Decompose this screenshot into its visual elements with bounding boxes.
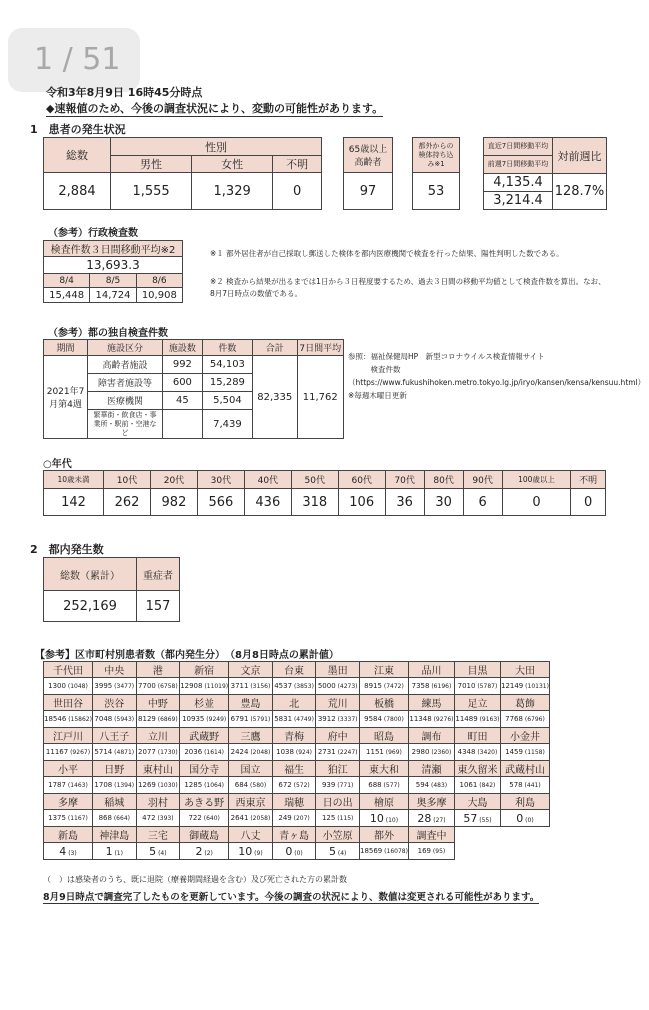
municipality-count: 3711 (3156): [229, 678, 273, 695]
total-header: 総数: [44, 138, 111, 173]
municipality-count: 594 (483): [408, 777, 454, 794]
municipality-name: 足立: [454, 695, 500, 711]
avg-prev-value: 3,214.4: [484, 192, 553, 210]
municipality-name: 大田: [500, 662, 549, 678]
municipality-count: 1708 (1394): [92, 777, 136, 794]
municipality-name: 調布: [408, 728, 454, 744]
report-datetime: 令和3年8月9日 16時45分時点: [46, 86, 203, 99]
unknown-value: 0: [273, 173, 322, 210]
municipality-count: 1300 (1048): [44, 678, 93, 695]
municipality-count: 10 (9): [229, 843, 273, 860]
test-count: 7,439: [202, 410, 252, 439]
municipality-count: 3912 (3337): [316, 711, 360, 728]
municipality-name: 稲城: [92, 794, 136, 810]
test-count: 15,289: [202, 374, 252, 392]
municipality-count: 1459 (1158): [500, 744, 549, 761]
severe-value: 157: [137, 591, 180, 622]
municipality-name: 八王子: [92, 728, 136, 744]
test-count: 5,504: [202, 392, 252, 410]
facility-count: [162, 410, 202, 439]
municipality-name: 奥多摩: [408, 794, 454, 810]
ratio-value: 128.7%: [553, 174, 607, 210]
municipality-count: 1269 (1030): [136, 777, 180, 794]
municipality-name: 文京: [229, 662, 273, 678]
municipality-count: 688 (577): [359, 777, 408, 794]
municipality-count: 1787 (1463): [44, 777, 93, 794]
age-value: 262: [104, 489, 151, 516]
municipality-count: 2980 (2360): [408, 744, 454, 761]
municipality-name: 江戸川: [44, 728, 93, 744]
age-value: 436: [244, 489, 291, 516]
footnote-2: ※２ 検査から結果が出るまでは1日から３日程度要するため、過去３日間の移動平均値として検査件数を算出。なお、8月7日時点の数値である。: [210, 277, 606, 298]
municipality-count: 722 (640): [180, 810, 229, 827]
municipality-name: 三宅: [136, 827, 180, 843]
municipality-count: 1061 (842): [454, 777, 500, 794]
female-value: 1,329: [192, 173, 273, 210]
municipality-count: 28 (27): [408, 810, 454, 827]
municipality-count: 7048 (5943): [92, 711, 136, 728]
female-header: 女性: [192, 156, 273, 173]
age-value: 982: [150, 489, 197, 516]
facility-count: 600: [162, 374, 202, 392]
municipality-count: 2 (2): [180, 843, 229, 860]
municipality-name: 都外: [359, 827, 408, 843]
avg7-value: 11,762: [297, 356, 343, 439]
facility-count-header: 施設数: [162, 340, 202, 356]
municipality-name: 江東: [359, 662, 408, 678]
age-label: 90代: [463, 471, 502, 489]
municipality-count: 578 (441): [500, 777, 549, 794]
age-table: [43, 470, 606, 516]
age-value: 0: [571, 489, 606, 516]
wards-note-1: （ ）は感染者のうち、既に退院（療養期間経過を含む）及び死亡された方の累計数: [43, 875, 347, 884]
municipality-name: 調査中: [408, 827, 454, 843]
avg-prev-header: 前週7日間移動平均: [484, 156, 553, 174]
municipality-count: 6791 (5791): [229, 711, 273, 728]
municipality-count: 2036 (1614): [180, 744, 229, 761]
municipality-count: 5714 (4871): [92, 744, 136, 761]
male-header: 男性: [111, 156, 192, 173]
municipality-count: 868 (664): [92, 810, 136, 827]
footnote-1: ※１ 都外居住者が自己採取し郵送した検体を都内医療機関で検査を行った結果、陽性判明した数である。: [210, 249, 564, 258]
avg7-header: 7日間平均: [297, 340, 343, 356]
avg-recent-header: 直近7日間移動平均: [484, 138, 553, 156]
municipality-count: 4 (3): [44, 843, 93, 860]
municipality-count: 472 (393): [136, 810, 180, 827]
municipality-name: 杉並: [180, 695, 229, 711]
municipality-name: 新島: [44, 827, 93, 843]
municipality-count: 125 (115): [316, 810, 360, 827]
municipality-name: 新宿: [180, 662, 229, 678]
municipality-count: 7768 (6796): [500, 711, 549, 728]
municipality-name: 武蔵村山: [500, 761, 549, 777]
municipality-name: 品川: [408, 662, 454, 678]
municipality-count: 2424 (2048): [229, 744, 273, 761]
over65-value: 97: [344, 173, 393, 210]
municipality-count: 5000 (4273): [316, 678, 360, 695]
municipality-count: 249 (207): [272, 810, 316, 827]
ratio-header: 対前週比: [553, 138, 607, 174]
outside-table: [412, 137, 460, 210]
municipality-name: 武蔵野: [180, 728, 229, 744]
municipality-name: 町田: [454, 728, 500, 744]
municipality-name: 目黒: [454, 662, 500, 678]
total-value: 2,884: [44, 173, 111, 210]
municipality-name: 東大和: [359, 761, 408, 777]
municipality-count: 1285 (1064): [180, 777, 229, 794]
age-label: 60代: [338, 471, 385, 489]
municipality-name: 北: [272, 695, 316, 711]
municipality-name: 青ヶ島: [272, 827, 316, 843]
age-value: 36: [385, 489, 424, 516]
municipality-count: 5 (4): [136, 843, 180, 860]
age-label: 50代: [291, 471, 338, 489]
patient-status-table: [43, 137, 322, 210]
municipality-name: 千代田: [44, 662, 93, 678]
municipality-count: 1151 (969): [359, 744, 408, 761]
municipality-name: 昭島: [359, 728, 408, 744]
outside-value: 53: [413, 173, 460, 210]
municipality-name: 小平: [44, 761, 93, 777]
date-header: 8/6: [136, 274, 182, 288]
age-value: 318: [291, 489, 338, 516]
reference-note: 参照：福祉保健局HP 新型コロナウイルス検査情報サイト 検査件数 （https://www.fukushihoken.metro.tokyo.lg.jp/iryo/kansen/kensa/kensuu.html） ※毎週木曜日更新: [348, 352, 646, 400]
over65-header: 65歳以上 高齢者: [344, 138, 393, 173]
municipality-name: 檜原: [359, 794, 408, 810]
age-label: 10代: [104, 471, 151, 489]
municipality-count: 2077 (1730): [136, 744, 180, 761]
period-header: 期間: [44, 340, 88, 356]
age-label: 100歳以上: [502, 471, 571, 489]
municipality-name: 港: [136, 662, 180, 678]
municipality-name: 利島: [500, 794, 549, 810]
municipality-name: 荒川: [316, 695, 360, 711]
municipality-count: 4348 (3420): [454, 744, 500, 761]
municipality-count: 10 (10): [359, 810, 408, 827]
municipality-count: 9584 (7800): [359, 711, 408, 728]
municipality-name: 渋谷: [92, 695, 136, 711]
municipality-count: 3995 (3477): [92, 678, 136, 695]
municipality-count: 7700 (6758): [136, 678, 180, 695]
preliminary-notice: ◆速報値のため、今後の調査状況により、変動の可能性があります。: [46, 102, 384, 115]
municipality-name: 東村山: [136, 761, 180, 777]
facility-kind: 繁華街・飲食店・事業所・駅前・空港など: [88, 410, 163, 439]
date-count: 15,448: [44, 288, 90, 303]
cumulative-total-header: 総数（累計）: [44, 558, 137, 591]
municipality-name: 神津島: [92, 827, 136, 843]
municipality-count: 57 (55): [454, 810, 500, 827]
municipality-name: 青梅: [272, 728, 316, 744]
moving-average-table: [483, 137, 607, 210]
age-label: 30代: [197, 471, 244, 489]
date-header: 8/5: [90, 274, 136, 288]
period-value: 2021年7月第4週: [44, 356, 88, 439]
municipality-name: 中央: [92, 662, 136, 678]
facility-kind: 障害者施設等: [88, 374, 163, 392]
admin-tests-average: 13,693.3: [44, 257, 183, 274]
municipality-name: 世田谷: [44, 695, 93, 711]
date-header: 8/4: [44, 274, 90, 288]
municipality-count: 0 (0): [272, 843, 316, 860]
municipality-count: 11167 (9267): [44, 744, 93, 761]
age-value: 566: [197, 489, 244, 516]
municipality-name: 瑞穂: [272, 794, 316, 810]
municipality-count: 0 (0): [500, 810, 549, 827]
admin-tests-table: [43, 240, 183, 303]
test-count-header: 件数: [202, 340, 252, 356]
municipality-count: 2641 (2058): [229, 810, 273, 827]
municipality-count: 5 (4): [316, 843, 360, 860]
cumulative-total-value: 252,169: [44, 591, 137, 622]
over65-table: [343, 137, 393, 210]
facility-kind: 医療機関: [88, 392, 163, 410]
municipality-name: 八丈: [229, 827, 273, 843]
municipality-name: 福生: [272, 761, 316, 777]
municipality-table: [43, 661, 550, 860]
outside-header: 都外からの 検体持ち込 み※1: [413, 138, 460, 173]
municipality-name: 国立: [229, 761, 273, 777]
municipality-count: 1 (1): [92, 843, 136, 860]
municipality-name: 多摩: [44, 794, 93, 810]
age-label: 40代: [244, 471, 291, 489]
municipality-name: 御蔵島: [180, 827, 229, 843]
total-header: 合計: [253, 340, 298, 356]
municipality-count: 1038 (924): [272, 744, 316, 761]
sex-header: 性別: [111, 138, 322, 156]
municipality-count: 18546 (15862): [44, 711, 93, 728]
municipality-name: 羽村: [136, 794, 180, 810]
municipality-name: 葛飾: [500, 695, 549, 711]
section2-title: 2 都内発生数: [30, 543, 104, 556]
municipality-count: 11489 (9163): [454, 711, 500, 728]
municipality-name: 中野: [136, 695, 180, 711]
independent-tests-table: [43, 339, 344, 439]
wards-title: 【参考】区市町村別患者数（都内発生分） （8月8日時点の累計値）: [35, 650, 339, 661]
date-count: 10,908: [136, 288, 182, 303]
age-label: 不明: [571, 471, 606, 489]
municipality-name: 豊島: [229, 695, 273, 711]
municipality-count: 1375 (1167): [44, 810, 93, 827]
municipality-count: 18569 (16078): [359, 843, 408, 860]
municipality-name: 立川: [136, 728, 180, 744]
age-value: 0: [502, 489, 571, 516]
municipality-count: 10935 (9249): [180, 711, 229, 728]
age-value: 106: [338, 489, 385, 516]
municipality-name: あきる野: [180, 794, 229, 810]
facility-count: 45: [162, 392, 202, 410]
unknown-header: 不明: [273, 156, 322, 173]
municipality-count: 12149 (10131): [500, 678, 549, 695]
male-value: 1,555: [111, 173, 192, 210]
age-value: 6: [463, 489, 502, 516]
facility-kind-header: 施設区分: [88, 340, 163, 356]
age-value: 142: [44, 489, 104, 516]
municipality-count: 7010 (5787): [454, 678, 500, 695]
age-label: 80代: [424, 471, 463, 489]
municipality-count: 8129 (6869): [136, 711, 180, 728]
municipality-count: 7358 (6196): [408, 678, 454, 695]
facility-count: 992: [162, 356, 202, 374]
age-value: 30: [424, 489, 463, 516]
severe-header: 重症者: [137, 558, 180, 591]
municipality-count: 684 (580): [229, 777, 273, 794]
municipality-count: 5831 (4749): [272, 711, 316, 728]
test-count: 54,103: [202, 356, 252, 374]
admin-tests-title: （参考）行政検査数: [48, 228, 138, 239]
municipality-count: 2731 (2247): [316, 744, 360, 761]
municipality-name: 日の出: [316, 794, 360, 810]
municipality-name: 台東: [272, 662, 316, 678]
municipality-name: 府中: [316, 728, 360, 744]
municipality-name: 板橋: [359, 695, 408, 711]
municipality-count: 169 (95): [408, 843, 454, 860]
municipality-count: 4537 (3853): [272, 678, 316, 695]
municipality-name: 大島: [454, 794, 500, 810]
municipality-count: 672 (572): [272, 777, 316, 794]
age-label: 20代: [150, 471, 197, 489]
municipality-name: 日野: [92, 761, 136, 777]
municipality-count: 11348 (9276): [408, 711, 454, 728]
municipality-name: 西東京: [229, 794, 273, 810]
municipality-count: 939 (771): [316, 777, 360, 794]
municipality-name: 小金井: [500, 728, 549, 744]
age-title: ○年代: [43, 459, 72, 470]
page-indicator: 1 / 51: [8, 28, 140, 92]
tokyo-total-table: [43, 557, 180, 622]
age-label: 70代: [385, 471, 424, 489]
avg-recent-value: 4,135.4: [484, 174, 553, 192]
total-value: 82,335: [253, 356, 298, 439]
facility-kind: 高齢者施設: [88, 356, 163, 374]
admin-tests-header: 検査件数３日間移動平均※2: [44, 241, 183, 257]
municipality-name: 三鷹: [229, 728, 273, 744]
municipality-name: 墨田: [316, 662, 360, 678]
municipality-name: 東久留米: [454, 761, 500, 777]
municipality-name: 清瀬: [408, 761, 454, 777]
municipality-name: 練馬: [408, 695, 454, 711]
municipality-name: 狛江: [316, 761, 360, 777]
section1-title: 1 患者の発生状況: [30, 123, 126, 136]
independent-tests-title: （参考）都の独自検査件数: [48, 328, 168, 339]
municipality-count: 12908 (11019): [180, 678, 229, 695]
age-label: 10歳未満: [44, 471, 104, 489]
municipality-name: 国分寺: [180, 761, 229, 777]
date-count: 14,724: [90, 288, 136, 303]
municipality-name: 小笠原: [316, 827, 360, 843]
municipality-count: 8915 (7472): [359, 678, 408, 695]
wards-note-2: 8月9日時点で調査完了したものを更新しています。今後の調査の状況により、数値は変更される可能性があります。: [43, 889, 539, 904]
